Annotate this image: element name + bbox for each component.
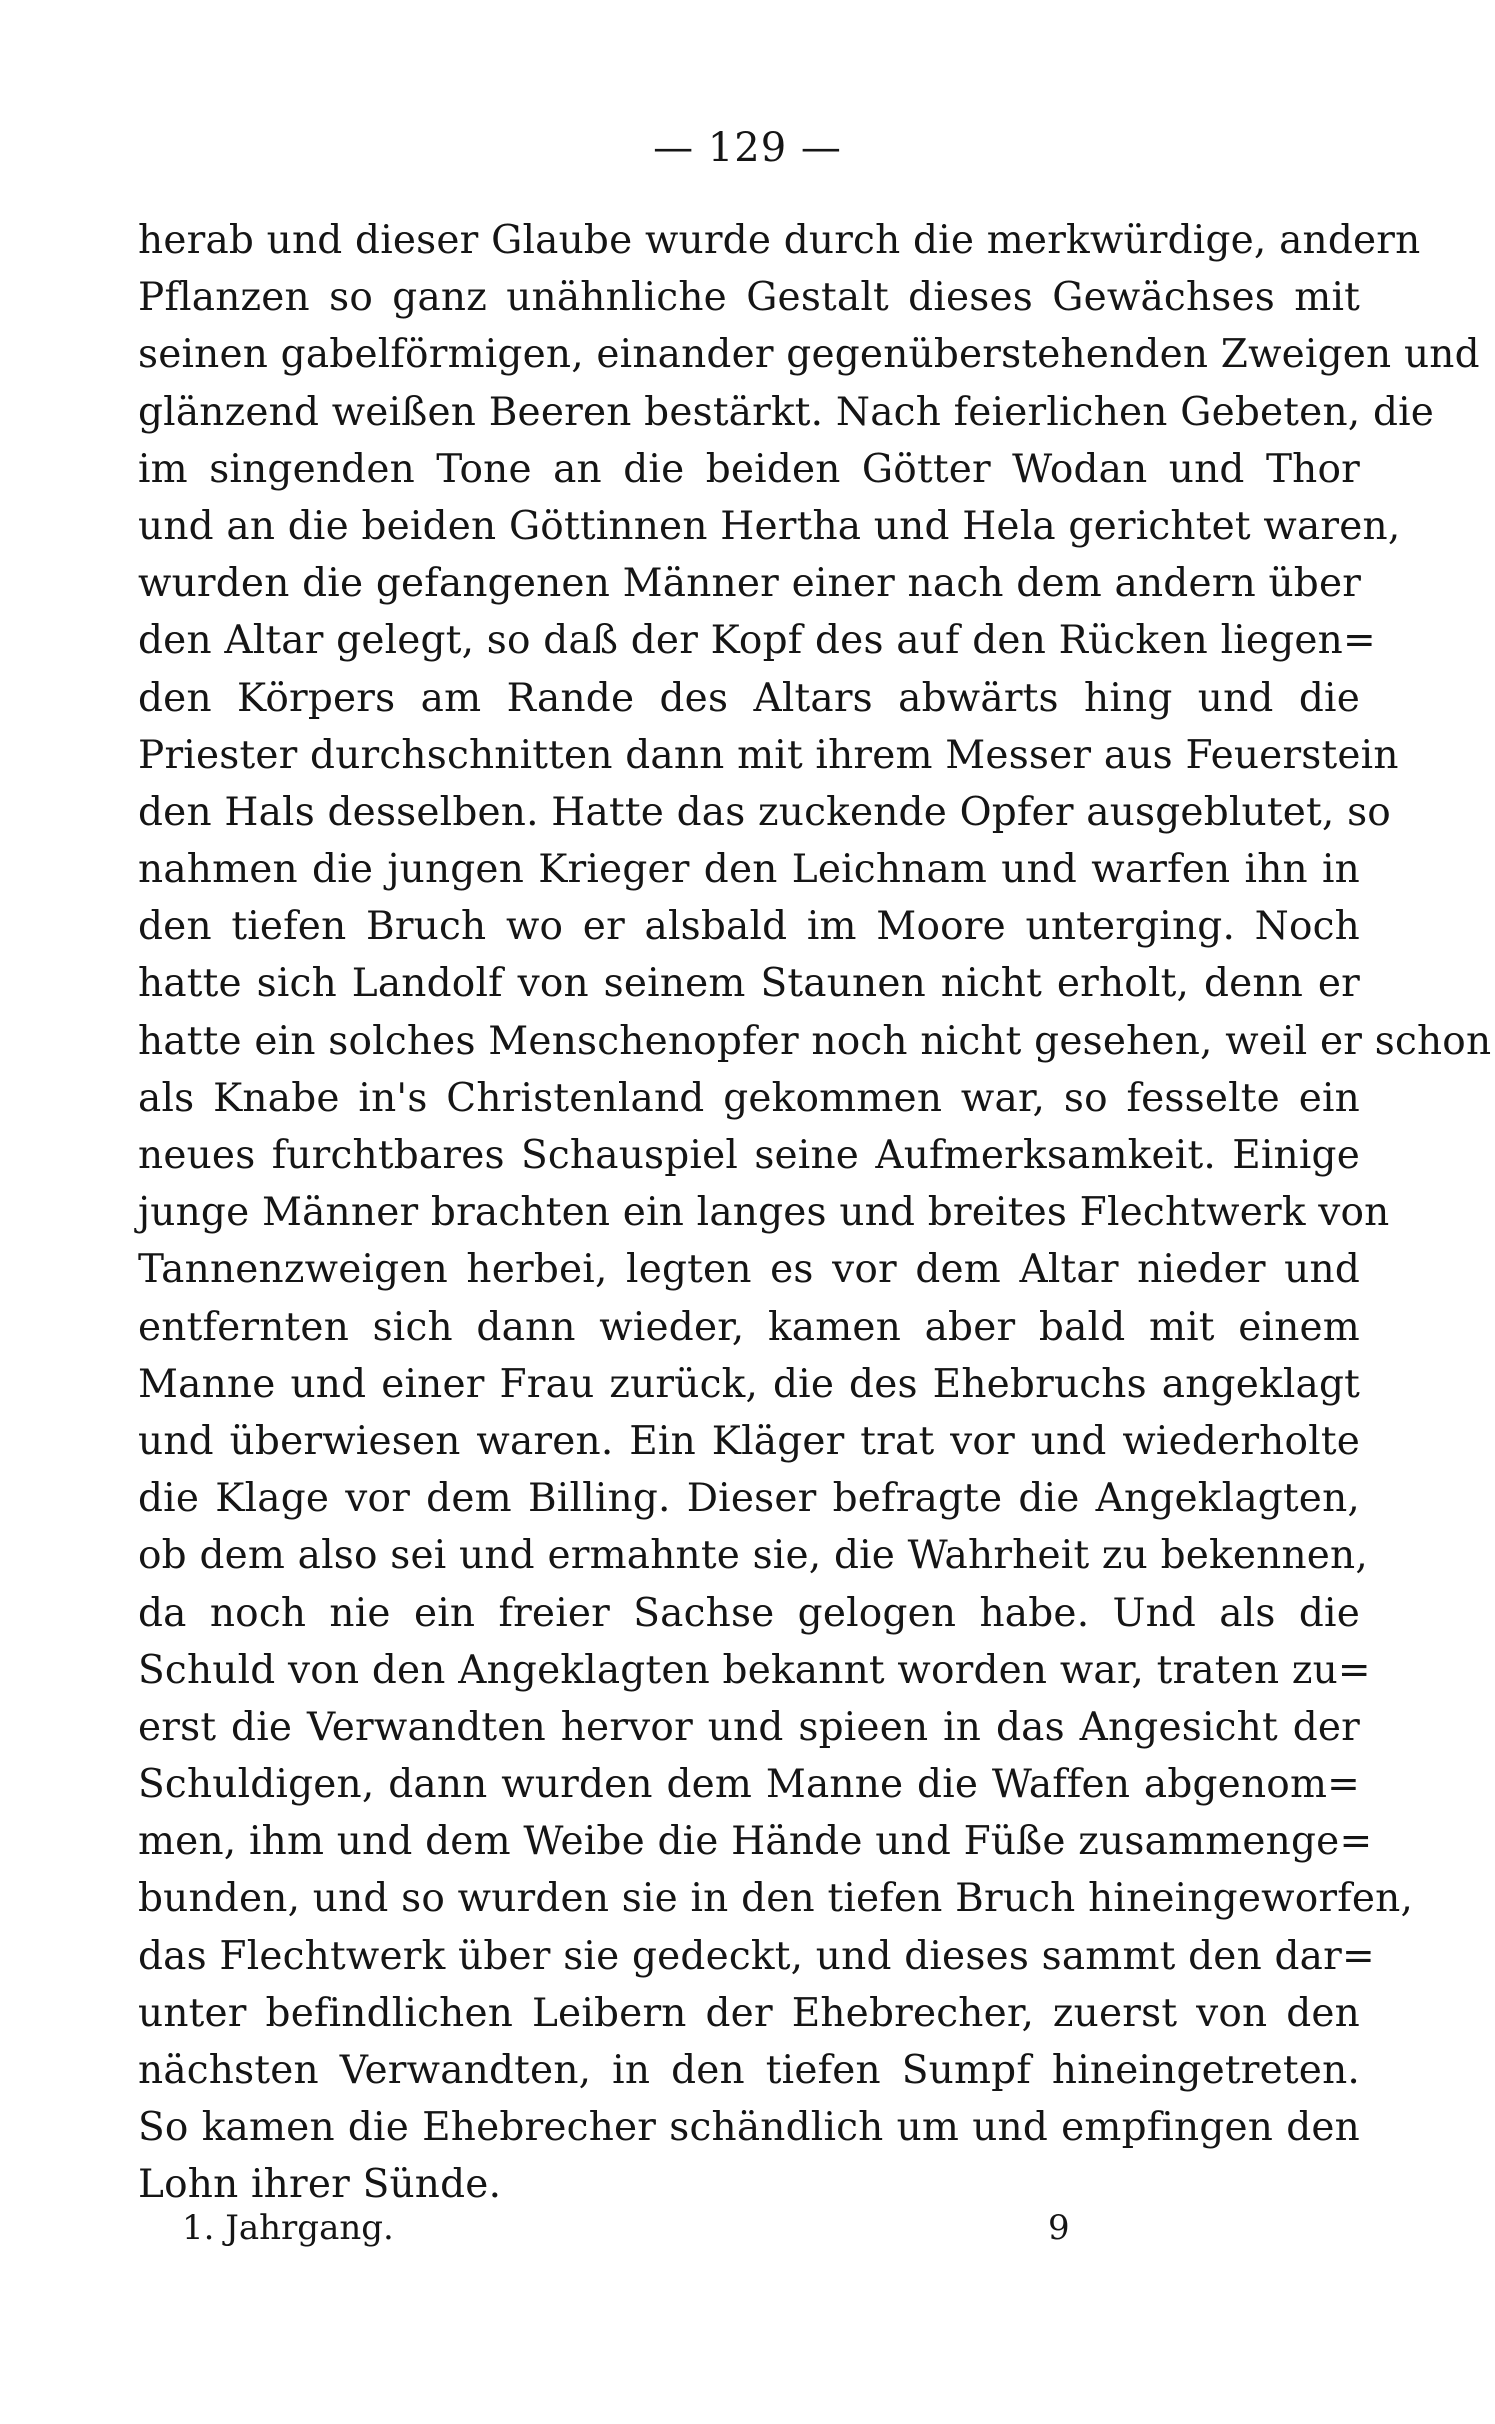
page-footer <box>0 2198 1495 2258</box>
text-line: men, ihm und dem Weibe die Hände und Füße zusammenge= <box>138 1819 1373 1865</box>
text-line: den Hals desselben. Hatte das zuckende Opfer ausgeblutet, so <box>138 789 1391 835</box>
text-line: Schuld von den Angeklagten bekannt worden war, traten zu= <box>138 1647 1371 1693</box>
text-line: herab und dieser Glaube wurde durch die merkwürdige, andern <box>138 218 1421 263</box>
text-line: Priester durchschnitten dann mit ihrem Messer aus Feuerstein <box>138 732 1399 778</box>
text-line: die Klage vor dem Billing. Dieser befragte die Angeklagten, <box>138 1476 1360 1522</box>
text-line: nächsten Verwandten, in den tiefen Sumpf hineingetreten. <box>138 2048 1360 2093</box>
text-line: glänzend weißen Beeren bestärkt. Nach feierlichen Gebeten, die <box>138 389 1435 435</box>
text-line: ob dem also sei und ermahnte sie, die Wahrheit zu bekennen, <box>138 1533 1368 1579</box>
text-line: erst die Verwandten hervor und spieen in das Angesicht der <box>138 1704 1360 1750</box>
page-number: — 129 — <box>653 125 842 171</box>
text-line-final: Lohn ihrer Sünde. <box>138 2162 502 2208</box>
text-line: bunden, und so wurden sie in den tiefen Bruch hineingeworfen, <box>138 1876 1414 1922</box>
text-line: Manne und einer Frau zurück, die des Ehebruchs angeklagt <box>138 1361 1360 1407</box>
text-line: und überwiesen waren. Ein Kläger trat vor und wiederholte <box>138 1418 1360 1464</box>
text-line: unter befindlichen Leibern der Ehebrecher, zuerst von den <box>138 1990 1360 2036</box>
text-line: den Altar gelegt, so daß der Kopf des auf den Rücken liegen= <box>138 618 1376 664</box>
text-line: nahmen die jungen Krieger den Leichnam und warfen ihn in <box>138 847 1360 893</box>
text-line: Tannenzweigen herbei, legten es vor dem Altar nieder und <box>138 1247 1360 1293</box>
text-line: neues furchtbares Schauspiel seine Aufmerksamkeit. Einige <box>138 1133 1360 1178</box>
page-number-header <box>0 120 1495 176</box>
text-line: hatte sich Landolf von seinem Staunen nicht erholt, denn er <box>138 961 1360 1007</box>
text-line: So kamen die Ehebrecher schändlich um und empfingen den <box>138 2105 1360 2151</box>
text-line: hatte ein solches Menschenopfer noch nicht gesehen, weil er schon <box>138 1018 1492 1064</box>
text-line: den tiefen Bruch wo er alsbald im Moore unterging. Noch <box>138 904 1360 950</box>
signature-mark: 1. Jahrgang. <box>182 2208 394 2248</box>
text-line: Schuldigen, dann wurden dem Manne die Waffen abgenom= <box>138 1762 1360 1808</box>
text-line: Pflanzen so ganz unähnliche Gestalt dieses Gewächses mit <box>138 275 1360 321</box>
text-line: da noch nie ein freier Sachse gelogen habe. Und als die <box>138 1590 1360 1636</box>
text-line: als Knabe in's Christenland gekommen war, so fesselte ein <box>138 1075 1360 1121</box>
text-line: und an die beiden Göttinnen Hertha und Hela gerichtet waren, <box>138 503 1401 549</box>
text-line: junge Männer brachten ein langes und breites Flechtwerk von <box>138 1190 1390 1236</box>
signature-number: 9 <box>1048 2208 1070 2248</box>
text-line: seinen gabelförmigen, einander gegenüberstehenden Zweigen und <box>138 332 1480 378</box>
text-line: im singenden Tone an die beiden Götter Wodan und Thor <box>138 446 1360 492</box>
text-line: wurden die gefangenen Männer einer nach dem andern über <box>138 561 1362 607</box>
text-line: den Körpers am Rande des Altars abwärts hing und die <box>138 675 1360 721</box>
body-text <box>138 212 1492 2214</box>
text-line: entfernten sich dann wieder, kamen aber bald mit einem <box>138 1304 1360 1350</box>
text-line: das Flechtwerk über sie gedeckt, und dieses sammt den dar= <box>138 1933 1375 1979</box>
